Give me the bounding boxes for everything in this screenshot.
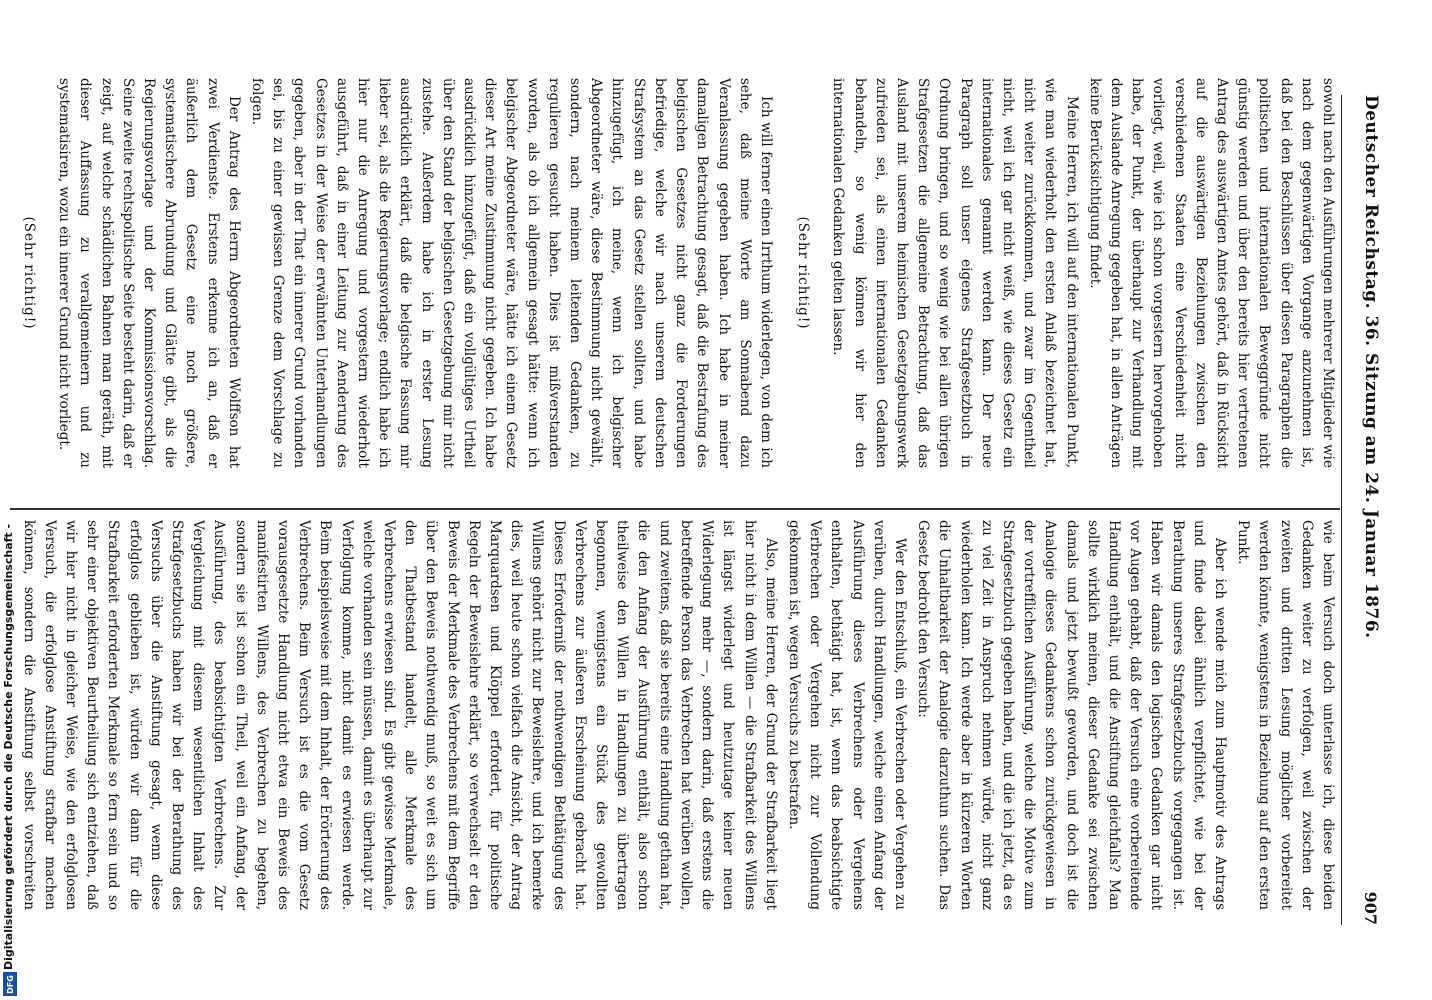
paragraph: Ich will ferner einen Irrthum widerlegen, von dem ich sehe, daß meine Worte am Sonnabend dazu Veranlassung gegeben haben. Ich habe in meiner damaligen Betrachtung gesagt, daß die Bestrafung des belgischen Gesetzes nicht ganz die Forderungen befriedige, welche wir nach unserem deutschen Strafsystem an das Gesetz stellen sollten, und habe hinzugefügt, ich meine, wenn ich belgischer Abgeordneter wäre, diese Bestimmung nicht gewählt, sondern, nach meinem leitenden Gedanken, zu regulieren gesucht haben. Dies ist mißverstanden worden, als ob ich allgemein gesagt hätte: wenn ich belgischer Abgeordneter wäre, hätte ich einem Gesetz dieser Art meine Zustimmung nicht gegeben. Ich habe ausdrücklich hinzugefügt, daß ein vollgültiges Urtheil über den Stand der belgischen Gesetzgebung mir nicht zustehe. Außerdem habe ich in erster Lesung ausdrücklich erklärt, daß die belgische Fassung mir lieber sei, als die Regierungsvorlage; endlich habe ich hier nur die Anregung und vorgestern wiederholt ausgeführt, daß in einer Leitung zur Aenderung des Gesetzes in der Weise der erwähnten Unterhandlungen gegeben, aber in der That ein innerer Grund vorhanden sei, bis zu einer gewissen Grenze dem Vorschlage zu folgen. [249,78,774,468]
page-header [1341,95,1400,925]
paragraph: Meine Herren, ich will auf den internationalen Punkt, wie man wiederholt den ersten Anlaß bezeichnet hat, nicht weiter zurückkommen, und zwar im Gegentheil nicht, weil ich gar nicht weiß, wie dieses Gesetz ein internationales genannt werden kann. Der neue Paragraph soll unser eigenes Strafgesetzbuch in Ordnung bringen, und so wenig wie bei allen übrigen Strafgesetzen die allgemeine Betrachtung, daß das Ausland mit unserem heimischen Gesetzgebungswerk zufrieden sei, als einen internationalen Gedanken behandeln, so wenig können wir hier den internationalen Gedanken gelten lassen. [830,78,1080,468]
column-divider [10,508,1340,510]
applause-note: (Sehr richtig!) [795,216,812,330]
paragraph: Also, meine Herren, der Grund der Strafbarkeit liegt hier nicht in dem Willen — die Strafbarkeit des Willens ist längst widerlegt und heutzutage keiner neuen Widerlegung mehr —, sondern darin, daß erstens die betreffende Person das Verbrechen hat verüben wollen, und zweitens, daß sie bereits eine Handlung gethan hat, die den Anfang der Ausführung enthält, also schon theilweise den Willen in Handlungen zu übertragen begonnen, wenigstens ein Stück des gewollten Verbrechens zur äußeren Erscheinung gebracht hat. Dieses Erforderniß der nothwendigen Bethätigung des Willens gehört nicht zur Beweislehre, und ich bemerke dies, weil heute schon vielfach die Ansicht, der Antrag Marquardsen und Klöppel erfordert, für politische Regeln der Beweislehre erklärt, so verwechselt er den Beweis der Merkmale des Verbrechens mit dem Begriffe über den Beweis nothwendig muß, so weit es sich um den Thatbestand handelt, alle Merkmale des Verbrechens erwiesen sind. Es gibt gewisse Merkmale, welche vorhanden sein müssen, damit es überhaupt zur Verfolgung komme, nicht damit es erwiesen werde. Beim beispielsweise mit dem Inhalt, der Erörterung des Verbrechens. Beim Versuch ist es die vom Gesetz vorausgesetzte Handlung nicht etwa ein Beweis des manifestirten Willens, des Verbrechen zu begehen, sondern sie ist schon ein Theil, weil ein Anfang, der Ausführung, des beabsichtigten Verbrechens. Zur Vergleichung mit diesem wesentlichen Inhalt des Strafgesetzbuchs haben wir bei der Berathung des Versuchs über die Anstiftung gesagt, wenn diese erfolglos geblieben ist, würden wir dann für die Strafbarkeit erforderten Merkmale so fern sein und so sehr einer objektiven Beurtheilung sich entziehen, daß wir hier nicht in gleicher Weise, wie den erfolglosen Versuch, die erfolglose Anstiftung strafbar machen können, sondern die Anstiftung selbst vorschreiten [20,520,779,910]
paragraph: Der Antrag des Herrn Abgeordneten Wolffson hat zwei Verdienste. Erstens erkenne ich an, daß er äußerlich dem Gesetz eine noch größere, systematischere Abrundung und Glätte gibt, als die Regierungsvorlage und der Kommissionsvorschlag. Seine zweite rechtspolitische Seite besteht darin, daß er zeigt, auf welche schädlichen Bahnen man geräth, mit dieser Auffassung zu verallgemeinern und zu systematisiren, wozu ein innerer Grund nicht vorliegt. [56,78,242,468]
page-number: 907 [1361,891,1381,925]
rotated-page-content [5,0,1400,1000]
paragraph: wie beim Versuch doch unterlasse ich, diese beiden Gedanken weiter zu verfolgen, weil zwischen der zweiten und dritten Lesung möglicher vorbereitet werden könnte, wenigstens in Beziehung auf den ersten Punkt. [1235,520,1336,910]
paragraph: Aber ich wende mich zum Hauptmotiv des Antrags und finde dabei ähnlich verpflichtet, wie bei der Berathung unseres Strafgesetzbuchs vorgegangen ist. Haben wir damals den logischen Gedanken gar nicht vor Augen gehabt, daß der Versuch eine vorbereitende Handlung enthält, und die Anstiftung gleichfalls? Man sollte wirklich meinen, dieser Gedanke sei zwischen damals und jetzt bewußt geworden, und doch ist die Analogie dieses Gedankens schon zurückgewiesen in der vortrefflichen Ausführung, welche die Motive zum Strafgesetzbuch gegeben haben, und die ich jetzt, da es zu viel Zeit in Anspruch nehmen würde, nicht ganz wiederholen kann. Ich werde aber in kürzeren Worten die Unhaltbarkeit der Analogie darzuthun suchen. Das Gesetz bedroht den Versuch: [915,520,1228,910]
left-text-column [18,78,1338,468]
paragraph: sowohl nach den Ausführungen mehrerer Mitglieder wie nach dem gegenwärtigen Vorgange anzunehmen ist, daß bei den Beschlüssen über diesen Paragraphen die politischen und internationalen Beweggründe nicht günstig werden und über den bereits hier vertretenen Antrag des auswärtigen Amtes gehört, daß in Rücksicht auf die auswärtigen Beziehungen zwischen den verschiedenen Staaten eine Verschiedenheit nicht vorliegt, weil, wie ich schon vorgestern hervorgehoben habe, der Punkt, der überhaupt zur Verhandlung mit dem Auslande Anregung gegeben hat, in allen Anträgen keine Berücksichtigung findet. [1086,78,1336,468]
footer-credit: Digitalisierung gefördert durch die Deutsche Forschungsgemeinschaft - [2,523,15,970]
applause-note: (Sehr richtig!) [21,216,38,330]
header-title: Deutscher Reichstag. 36. Sitzung am 24. Januar 1876. [1361,95,1381,639]
digitization-footer [0,0,22,1000]
right-text-column [18,520,1338,910]
paragraph: Wer den Entschluß, ein Verbrechen oder Vergehen zu verüben, durch Handlungen, welche einen Anfang der Ausführung dieses Verbrechens oder Vergehens enthalten, bethätigt hat, ist, wenn das beabsichtigte Verbrechen oder Vergehen nicht zur Vollendung gekommen ist, wegen Versuchs zu bestrafen. [785,520,908,910]
dfg-logo [3,972,17,996]
dfg-logo-text: DFG [5,974,15,994]
